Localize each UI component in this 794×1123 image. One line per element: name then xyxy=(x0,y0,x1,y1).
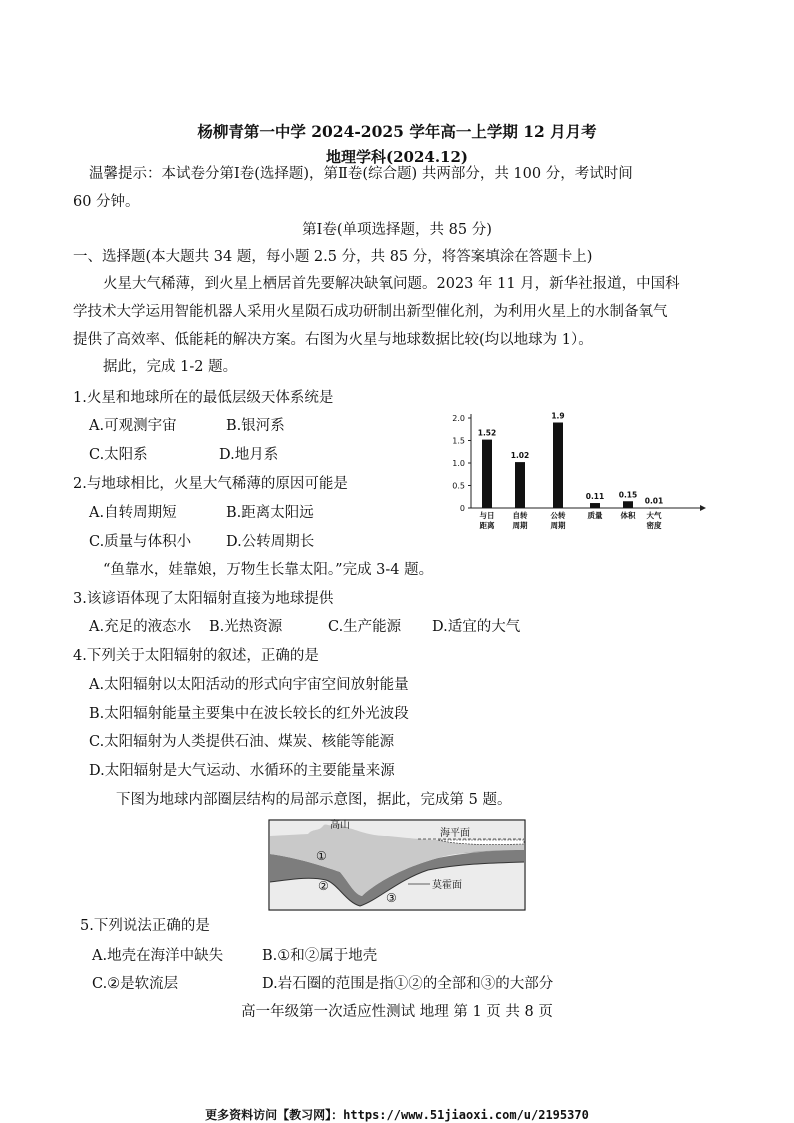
bar-value-label: 0.11 xyxy=(585,492,605,502)
category-label: 自转 xyxy=(512,511,528,520)
q2-option-c[interactable]: C.质量与体积小 xyxy=(89,534,192,550)
y-tick-label: 0.5 xyxy=(452,481,465,491)
bar xyxy=(623,501,633,508)
category-label: 公转 xyxy=(550,511,566,520)
bar-value-label: 1.02 xyxy=(510,451,530,461)
q5-option-a[interactable]: A.地壳在海洋中缺失 xyxy=(92,948,224,964)
passage1-line-2: 学技术大学运用智能机器人采用火星陨石成功研制出新型催化剂，为利用火星上的水制备氧气 xyxy=(73,304,668,320)
exam-subtitle: 地理学科(2024.12) xyxy=(325,148,469,166)
bar-value-label: 0.15 xyxy=(618,490,638,500)
q2-option-a[interactable]: A.自转周期短 xyxy=(89,505,177,521)
bar xyxy=(649,508,659,509)
chart-bars xyxy=(478,412,664,531)
q5-option-d[interactable]: D.岩石圈的范围是指①②的全部和③的大部分 xyxy=(262,976,554,992)
category-label-line2: 周期 xyxy=(512,521,528,530)
passage3: 下图为地球内部圈层结构的局部示意图，据此，完成第 5 题。 xyxy=(116,792,512,808)
passage1-line-1: 火星大气稀薄，到火星上栖居首先要解决缺氧问题。2023 年 11 月，新华社报道，中国科 xyxy=(103,276,680,292)
passage1-line-4: 据此，完成 1-2 题。 xyxy=(103,359,238,375)
bar-value-label: 0.01 xyxy=(644,496,664,506)
q3-option-d[interactable]: D.适宜的大气 xyxy=(432,619,521,635)
q2-option-b[interactable]: B.距离太阳远 xyxy=(226,505,314,521)
q1-option-c[interactable]: C.太阳系 xyxy=(89,447,148,463)
bar xyxy=(590,503,600,508)
moho-label: 莫霍面 xyxy=(432,880,462,891)
category-label: 质量 xyxy=(587,511,603,520)
q5-stem: 5.下列说法正确的是 xyxy=(80,918,210,934)
q2-stem: 2.与地球相比，火星大气稀薄的原因可能是 xyxy=(73,476,348,492)
q3-stem: 3.该谚语体现了太阳辐射直接为地球提供 xyxy=(73,591,334,607)
notice-line-2: 60 分钟。 xyxy=(73,194,140,210)
earth-interior-diagram xyxy=(268,814,534,914)
q3-option-a[interactable]: A.充足的液态水 xyxy=(89,619,192,635)
category-label-line2: 距离 xyxy=(479,521,495,530)
y-tick-label: 1.5 xyxy=(452,436,465,446)
y-tick-label: 0 xyxy=(459,504,465,513)
q5-option-b[interactable]: B.①和②属于地壳 xyxy=(262,948,378,964)
q4-option-a[interactable]: A.太阳辐射以太阳活动的形式向宇宙空间放射能量 xyxy=(89,677,409,693)
q4-option-c[interactable]: C.太阳辐射为人类提供石油、煤炭、核能等能源 xyxy=(89,734,395,750)
section-title: 第Ⅰ卷(单项选择题，共 85 分) xyxy=(302,222,492,238)
exam-title: 杨柳青第一中学 2024-2025 学年高一上学期 12 月月考 xyxy=(197,122,597,141)
bar xyxy=(515,462,525,508)
category-label: 与日 xyxy=(479,511,495,520)
section-instructions: 一、选择题(本大题共 34 题，每小题 2.5 分，共 85 分，将答案填涂在答题卡上) xyxy=(73,249,593,265)
mountain-label: 高山 xyxy=(330,820,350,831)
layer-3-label: ③ xyxy=(386,891,397,905)
q1-stem: 1.火星和地球所在的最低层级天体系统是 xyxy=(73,390,334,406)
q2-option-d[interactable]: D.公转周期长 xyxy=(226,534,315,550)
sea-level-label: 海平面 xyxy=(440,828,470,839)
x-axis-arrow xyxy=(700,505,706,511)
bar xyxy=(553,423,563,509)
passage1-line-3: 提供了高效率、低能耗的解决方案。右图为火星与地球数据比较(均以地球为 1）。 xyxy=(73,332,593,348)
bar xyxy=(482,440,492,508)
q1-option-a[interactable]: A.可观测宇宙 xyxy=(89,418,177,434)
page-footer: 高一年级第一次适应性测试 地理 第 1 页 共 8 页 xyxy=(241,1004,553,1020)
q5-option-c[interactable]: C.②是软流层 xyxy=(92,976,179,992)
layer-1-label: ① xyxy=(316,849,327,863)
q1-option-b[interactable]: B.银河系 xyxy=(226,418,285,434)
y-tick-label: 1.0 xyxy=(452,459,465,468)
y-tick-label: 2.0 xyxy=(452,414,465,423)
mars-earth-comparison-chart xyxy=(425,398,710,538)
q4-stem: 4.下列关于太阳辐射的叙述，正确的是 xyxy=(73,648,319,664)
q1-option-d[interactable]: D.地月系 xyxy=(219,447,279,463)
category-label-line2: 周期 xyxy=(550,521,566,530)
q4-option-d[interactable]: D.太阳辐射是大气运动、水循环的主要能量来源 xyxy=(89,763,395,779)
bar-value-label: 1.52 xyxy=(477,428,497,438)
passage2: “鱼靠水，娃靠娘，万物生长靠太阳。”完成 3-4 题。 xyxy=(103,562,434,578)
category-label-line2: 密度 xyxy=(646,521,662,530)
q4-option-b[interactable]: B.太阳辐射能量主要集中在波长较长的红外光波段 xyxy=(89,706,409,722)
layer-2-label: ② xyxy=(318,879,329,893)
q3-option-b[interactable]: B.光热资源 xyxy=(209,619,283,635)
resource-link[interactable]: 更多资料访问【教习网】：https://www.51jiaoxi.com/u/2195370 xyxy=(205,1108,589,1122)
category-label: 体积 xyxy=(620,511,636,520)
notice-line-1: 温馨提示：本试卷分第Ⅰ卷(选择题)，第Ⅱ卷(综合题) 共两部分，共 100 分，考试时间 xyxy=(89,166,633,182)
bar-value-label: 1.9 xyxy=(551,411,565,421)
q3-option-c[interactable]: C.生产能源 xyxy=(328,619,402,635)
category-label: 大气 xyxy=(646,511,662,520)
